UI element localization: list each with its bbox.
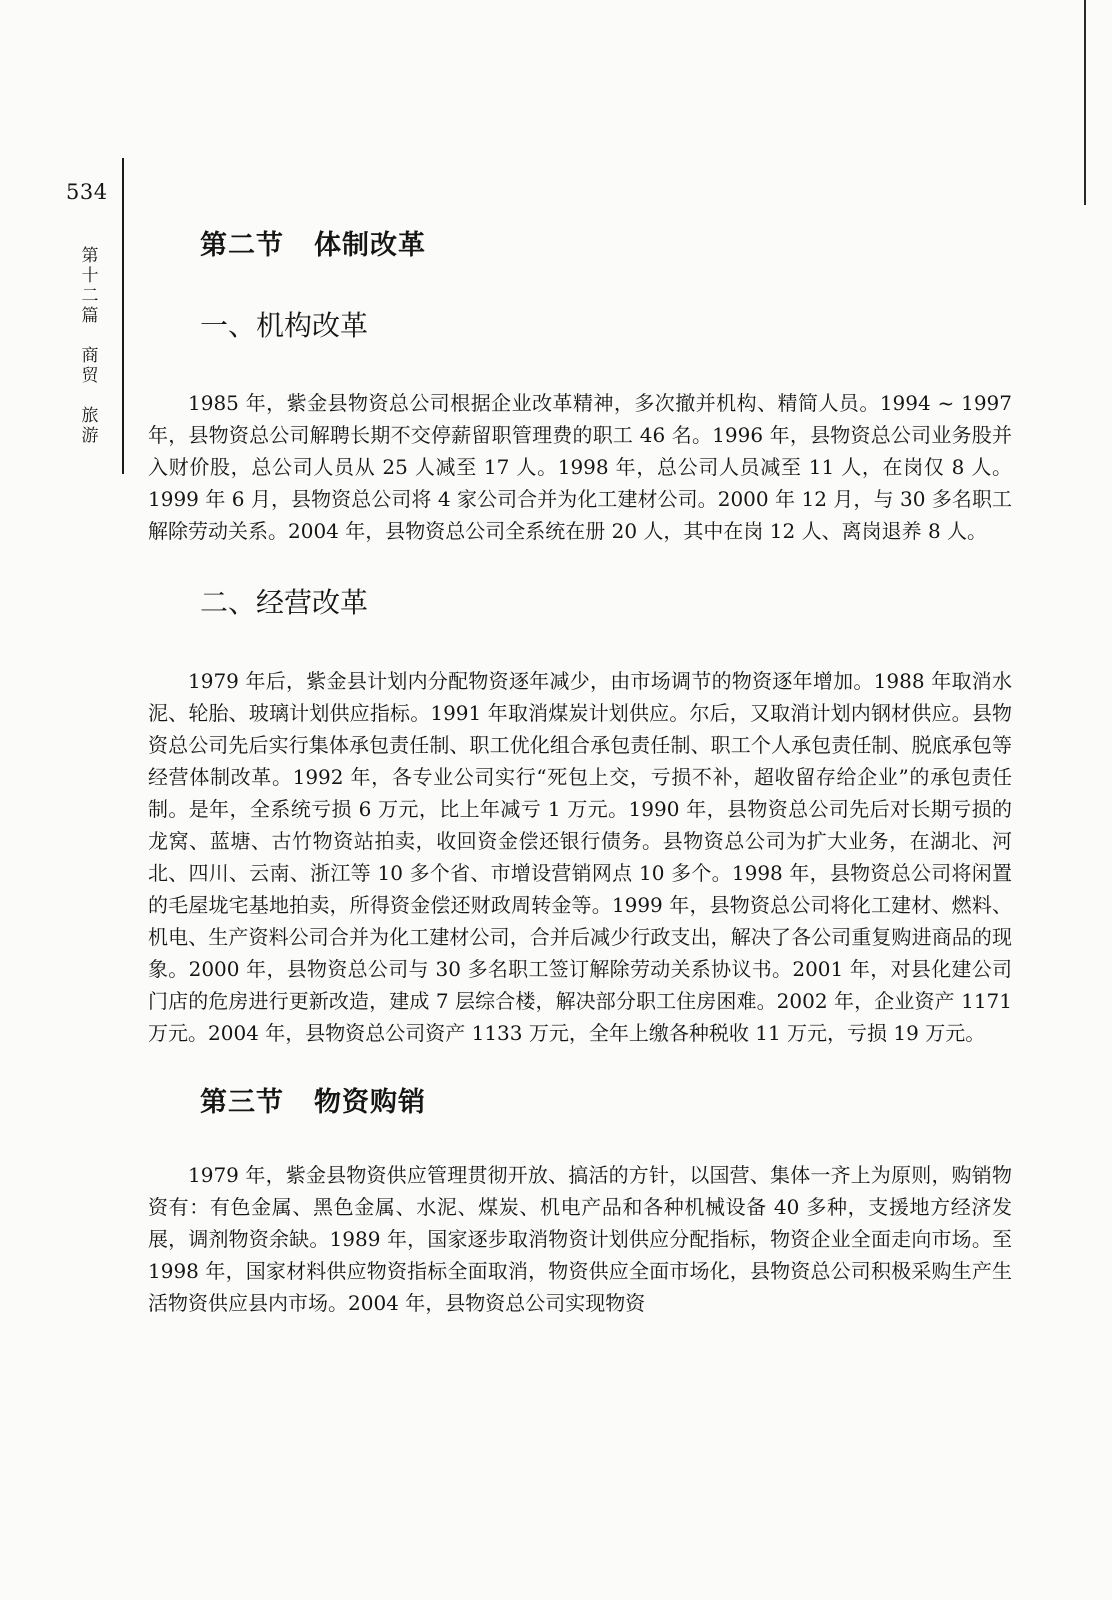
section-number: 第三节 bbox=[200, 1087, 284, 1118]
running-head-char: 游 bbox=[81, 426, 99, 446]
section-purchase-sales bbox=[148, 1083, 1012, 1319]
running-head-char: 第 bbox=[81, 246, 99, 266]
section-title bbox=[200, 1083, 1012, 1123]
section-number: 第二节 bbox=[200, 230, 284, 261]
section-heading: 体制改革 bbox=[314, 230, 426, 261]
margin-rule bbox=[122, 158, 124, 474]
running-head bbox=[78, 246, 102, 446]
running-head-gap bbox=[78, 386, 102, 406]
running-head-char: 旅 bbox=[81, 406, 99, 426]
section-title bbox=[200, 226, 1012, 266]
paragraph: 1979 年后，紫金县计划内分配物资逐年减少，由市场调节的物资逐年增加。1988 年取消水泥、轮胎、玻璃计划供应指标。1991 年取消煤炭计划供应。尔后，又取消计划内钢材供应。县物资总公司先后实行集体承包责任制、职工优化组合承包责任制、职工个人承包责任制、脱底承包等经营体制改革。1992 年，各专业公司实行“死包上交，亏损不补，超收留存给企业”的承包责任制。是年，全系统亏损 6 万元，比上年减亏 1 万元。1990 年，县物资总公司先后对长期亏损的龙窝、蓝塘、古竹物资站拍卖，收回资金偿还银行债务。县物资总公司为扩大业务，在湖北、河北、四川、云南、浙江等 10 多个省、市增设营销网点 10 多个。1998 年，县物资总公司将闲置的毛屋垅宅基地拍卖，所得资金偿还财政周转金等。1999 年，县物资总公司将化工建材、燃料、机电、生产资料公司合并为化工建材公司，合并后减少行政支出，解决了各公司重复购进商品的现象。2000 年，县物资总公司与 30 多名职工签订解除劳动关系协议书。2001 年，对县化建公司门店的危房进行更新改造，建成 7 层综合楼，解决部分职工住房困难。2002 年，企业资产 1171 万元。2004 年，县物资总公司资产 1133 万元，全年上缴各种税收 11 万元，亏损 19 万元。 bbox=[148, 669, 1012, 1045]
page-number: 534 bbox=[66, 180, 108, 204]
running-head-char: 十 bbox=[81, 266, 99, 286]
running-head-char: 篇 bbox=[81, 306, 99, 326]
subsection-title: 一、机构改革 bbox=[200, 309, 369, 342]
running-head-char: 二 bbox=[81, 286, 99, 306]
subsection-title: 二、经营改革 bbox=[200, 586, 369, 619]
running-head-gap bbox=[78, 326, 102, 346]
page-content bbox=[148, 226, 1012, 1319]
running-head-char: 贸 bbox=[81, 366, 99, 386]
section-heading: 物资购销 bbox=[314, 1087, 426, 1118]
paragraph: 1985 年，紫金县物资总公司根据企业改革精神，多次撤并机构、精简人员。1994 ~ 1997 年，县物资总公司解聘长期不交停薪留职管理费的职工 46 名。1996 年，县物资总公司业务股并入财价股，总公司人员从 25 人减至 17 人。1998 年，总公司人员减至 11 人，在岗仅 8 人。1999 年 6 月，县物资总公司将 4 家公司合并为化工建材公司。2000 年 12 月，与 30 多名职工解除劳动关系。2004 年，县物资总公司全系统在册 20 人，其中在岗 12 人、离岗退养 8 人。 bbox=[148, 391, 1012, 543]
scan-edge-line bbox=[1084, 0, 1086, 205]
section-institutional-reform bbox=[148, 226, 1012, 1049]
running-head-char: 商 bbox=[81, 346, 99, 366]
paragraph: 1979 年，紫金县物资供应管理贯彻开放、搞活的方针，以国营、集体一齐上为原则，购销物资有：有色金属、黑色金属、水泥、煤炭、机电产品和各种机械设备 40 多种，支援地方经济发展，调剂物资余缺。1989 年，国家逐步取消物资计划供应分配指标，物资企业全面走向市场。至 1998 年，国家材料供应物资指标全面取消，物资供应全面市场化，县物资总公司积极采购生产生活物资供应县内市场。2004 年，县物资总公司实现物资 bbox=[148, 1163, 1012, 1315]
